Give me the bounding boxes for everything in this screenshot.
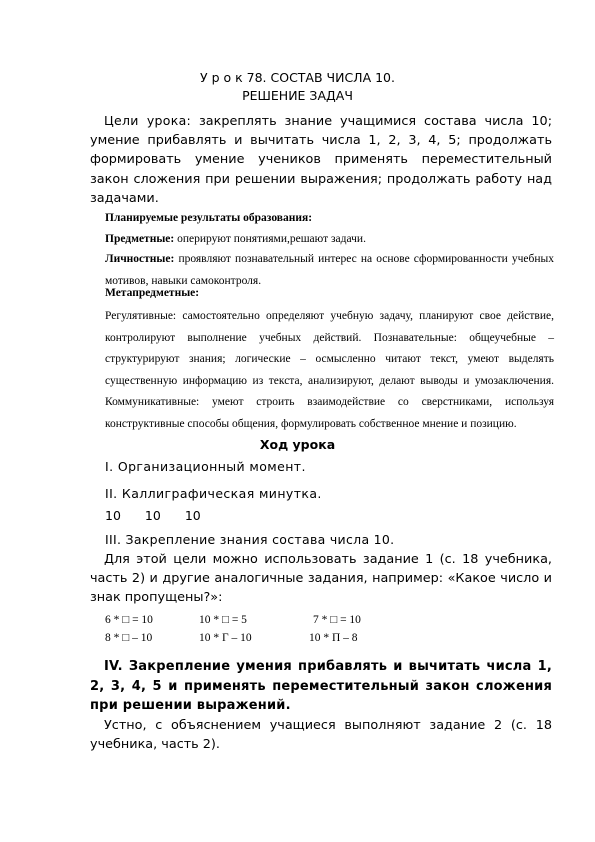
- section-2-heading: II. Каллиграфическая минутка.: [105, 486, 322, 501]
- results-heading: Планируемые результаты образования:: [105, 212, 313, 224]
- equation: 6 * □ = 10: [105, 614, 153, 626]
- calligraphy-item: 10: [184, 508, 201, 523]
- equation: 10 * □ = 5: [199, 614, 247, 626]
- equation: 10 * Г – 10: [199, 632, 252, 644]
- personal-label: Личностные:: [105, 253, 175, 265]
- lesson-flow-heading: Ход урока: [259, 437, 336, 452]
- section-4-text: Устно, с объяснением учащиеся выполняют задание 2 (с. 18 учебника, часть 2).: [90, 718, 552, 753]
- section-3-text: Для этой цели можно использовать задание 1 (с. 18 учебника, часть 2) и другие аналогичные задания, например: «Какое число и знак пропущены?»:: [90, 552, 552, 606]
- calligraphy-item: 10: [144, 508, 161, 523]
- subject-label: Предметные:: [105, 233, 175, 245]
- calligraphy-row: [105, 508, 201, 523]
- section-4-heading: IV. Закрепление умения прибавлять и вычитать числа 1, 2, 3, 4, 5 и применять переместительный закон сложения при решении выражений.: [90, 659, 552, 713]
- section-1-heading: I. Организационный момент.: [105, 459, 306, 474]
- lesson-goals: [90, 111, 552, 208]
- equation: 7 * □ = 10: [313, 614, 361, 626]
- personal-results: [105, 249, 554, 292]
- equation: 10 * П – 8: [309, 632, 358, 644]
- subject-results: [105, 233, 366, 245]
- goals-text: закреплять знание учащимися состава числа 10; умение прибавлять и вычитать числа 1, 2, 3, 4, 5; продолжать формировать умение учеников применять переместительный закон сложения при решении выражения; продолжать работу над задачами.: [90, 114, 553, 206]
- goals-label: Цели урока:: [104, 113, 192, 128]
- meta-heading: Метапредметные:: [105, 287, 200, 299]
- personal-text: проявляют познавательный интерес на основе сформированности учебных мотивов, навыки самоконтроля.: [105, 253, 554, 287]
- lesson-title-line1: У р о к 78. СОСТАВ ЧИСЛА 10.: [200, 70, 395, 85]
- lesson-title-line2: РЕШЕНИЕ ЗАДАЧ: [242, 88, 353, 103]
- calligraphy-item: 10: [105, 508, 121, 523]
- section-3-heading: III. Закрепление знания состава числа 10.: [105, 532, 395, 547]
- subject-text: оперируют понятиями,решают задачи.: [174, 233, 366, 245]
- meta-results: Регулятивные: самостоятельно определяют учебную задачу, планируют свое действие, контролируют выполнение учебных действий. Познавательные: общеучебные – структурируют знания; логические – осмысленно читают текст, умеют выделять существенную информацию из текста, анализируют, делают выводы и умозаключения. Коммуникативные: умеют строить взаимодействие со сверстниками, используя конструктивные способы общения, формулировать собственное мнение и позицию.: [105, 310, 554, 430]
- equation: 8 * □ – 10: [105, 632, 153, 644]
